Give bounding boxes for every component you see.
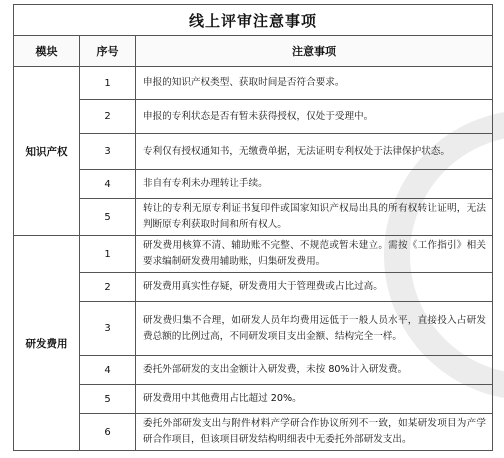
row-number: 2 <box>80 273 136 302</box>
row-note: 研发费用核算不清、辅助账不完整、不规范或暂未建立。需按《工作指引》相关要求编制研发费用辅助账，归集研发费用。 <box>136 236 493 273</box>
row-note: 委托外部研发的支出金额计入研发费，未按 80%计入研发费。 <box>136 356 493 385</box>
column-header-notes: 注意事项 <box>136 36 493 67</box>
row-note: 研发费用中其他费用占比超过 20%。 <box>136 385 493 414</box>
row-number: 5 <box>80 199 136 236</box>
row-note: 委托外部研发支出与附件材料产学研合作协议所列不一致，如某研发项目为产学研合作项目，但该项目研发结构明细表中无委托外部研发支出。 <box>136 414 493 451</box>
row-note: 研发费用真实性存疑，研发费用大于管理费或占比过高。 <box>136 273 493 302</box>
row-note: 非自有专利未办理转让手续。 <box>136 170 493 199</box>
row-number: 6 <box>80 414 136 451</box>
row-note: 转让的专利无原专利证书复印件或国家知识产权局出具的所有权转让证明，无法判断原专利获取时间和所有权人。 <box>136 199 493 236</box>
column-header-module: 模块 <box>14 36 80 67</box>
row-number: 2 <box>80 100 136 134</box>
row-number: 3 <box>80 134 136 170</box>
column-header-number: 序号 <box>80 36 136 67</box>
module-ip: 知识产权 <box>14 67 80 236</box>
row-number: 4 <box>80 356 136 385</box>
row-number: 1 <box>80 236 136 273</box>
row-number: 5 <box>80 385 136 414</box>
module-rnd-expense: 研发费用 <box>14 236 80 451</box>
review-notes-table <box>13 4 493 451</box>
row-note: 申报的知识产权类型、获取时间是否符合要求。 <box>136 67 493 100</box>
table-title: 线上评审注意事项 <box>14 5 493 36</box>
row-note: 专利仅有授权通知书，无缴费单据，无法证明专利权处于法律保护状态。 <box>136 134 493 170</box>
row-number: 1 <box>80 67 136 100</box>
row-note: 研发费归集不合理，如研发人员年均费用远低于一般人员水平，直接投入占研发费总额的比例过高，不同研发项目支出金额、结构完全一样。 <box>136 302 493 356</box>
row-note: 申报的专利状态是否有暂未获得授权，仅处于受理中。 <box>136 100 493 134</box>
row-number: 3 <box>80 302 136 356</box>
row-number: 4 <box>80 170 136 199</box>
